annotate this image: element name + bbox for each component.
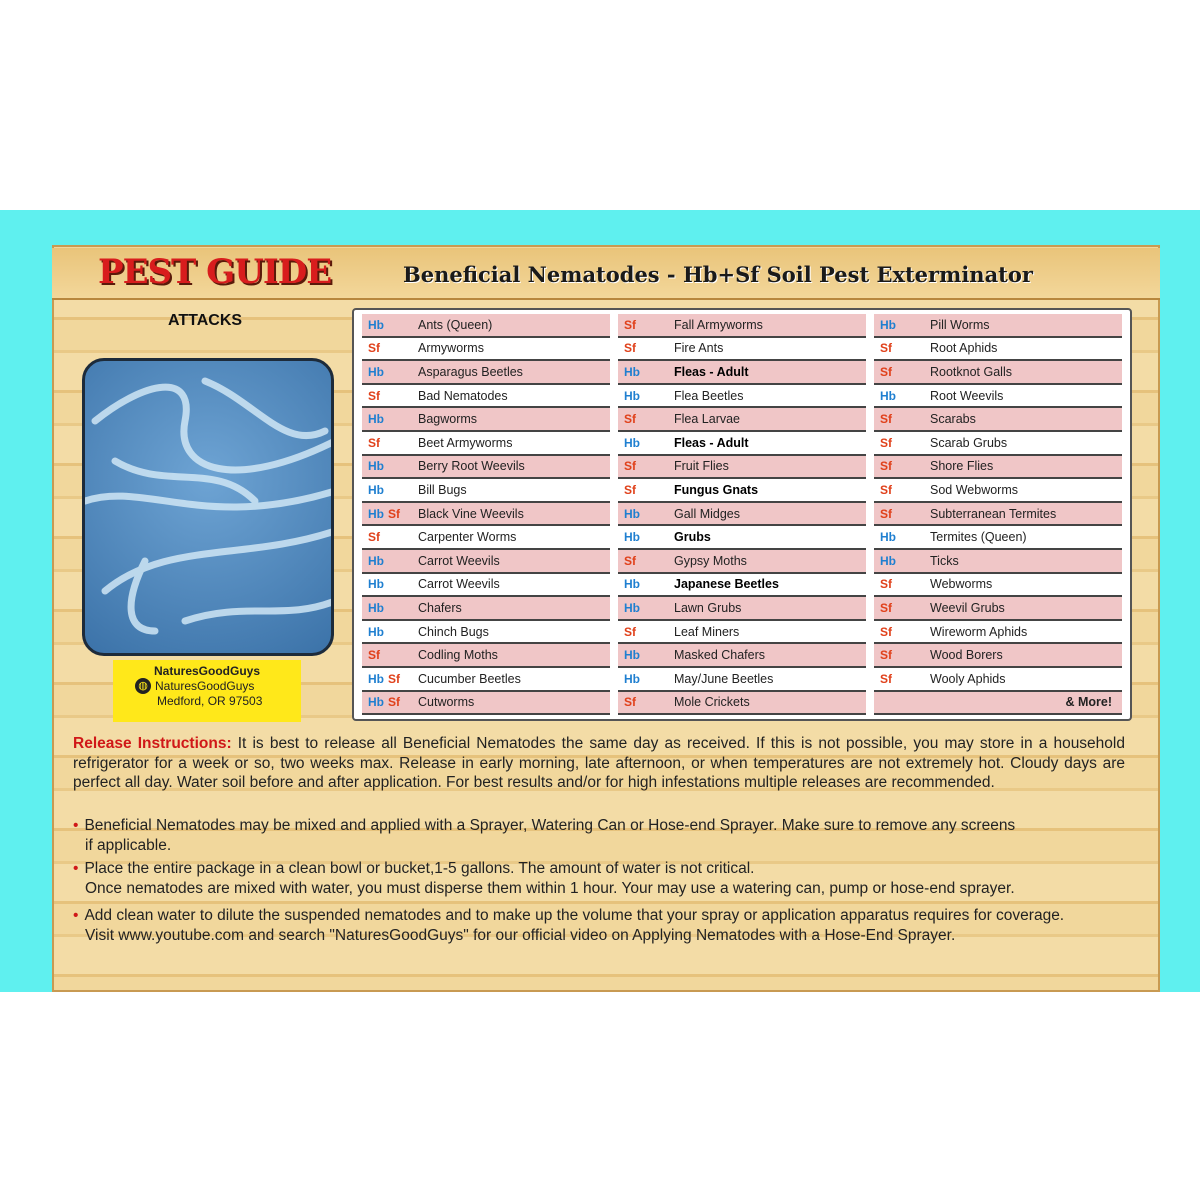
table-row <box>362 597 610 621</box>
code-hb: Hb <box>624 364 640 379</box>
table-row <box>874 526 1122 550</box>
code-hb: Hb <box>624 671 640 686</box>
pest-name: Grubs <box>674 530 711 545</box>
table-row <box>874 408 1122 432</box>
code-sf: Sf <box>880 506 892 521</box>
nematode-code <box>874 601 930 615</box>
code-sf: Sf <box>880 624 892 639</box>
pest-name: Chinch Bugs <box>418 624 489 639</box>
code-sf: Sf <box>388 671 400 686</box>
nematode-code <box>362 625 418 639</box>
pest-name: Masked Chafers <box>674 648 766 663</box>
code-sf: Sf <box>624 317 636 332</box>
table-row <box>874 692 1122 716</box>
nematode-code <box>362 483 418 497</box>
code-hb: Hb <box>368 671 384 686</box>
pest-name: Asparagus Beetles <box>418 364 523 379</box>
code-sf: Sf <box>880 671 892 686</box>
pest-name: Subterranean Termites <box>930 506 1057 521</box>
bullet-text: if applicable. <box>85 836 172 854</box>
nematode-code <box>618 365 674 379</box>
nematode-code <box>874 341 930 355</box>
nematode-code <box>874 459 930 473</box>
code-hb: Hb <box>880 530 896 545</box>
pest-name: Wireworm Aphids <box>930 624 1028 639</box>
brand-line: NaturesGoodGuys <box>155 679 255 693</box>
code-hb: Hb <box>368 600 384 615</box>
code-hb: Hb <box>368 506 384 521</box>
code-hb: Hb <box>368 459 384 474</box>
table-row <box>618 597 866 621</box>
table-row <box>362 574 610 598</box>
code-sf: Sf <box>880 577 892 592</box>
pest-name: Black Vine Weevils <box>418 506 524 521</box>
nematode-code <box>874 318 930 332</box>
pest-name: Pill Worms <box>930 317 990 332</box>
table-row <box>618 621 866 645</box>
pest-guide-title: PEST GUIDE <box>98 252 332 292</box>
nematode-code <box>618 530 674 544</box>
code-sf: Sf <box>880 459 892 474</box>
code-sf: Sf <box>368 435 380 450</box>
pest-name: Bagworms <box>418 412 478 427</box>
code-sf: Sf <box>368 648 380 663</box>
bullet-text: Add clean water to dilute the suspended nematodes and to make up the volume that your spray or application apparatus requires for coverage. <box>84 907 1065 924</box>
instructions-text: It is best to release all Beneficial Nematodes the same day as received. If this is not possible, you may store in a household refrigerator for a week or so, two weeks max. Release in early morning, late afternoon, or when temperatures are not extremely hot. Cloudy days are perfect all day. Water soil before and after application. For best results and/or for high infestations multiple releases are recommended. <box>73 735 1125 791</box>
code-sf: Sf <box>880 482 892 497</box>
code-sf: Sf <box>880 341 892 356</box>
nematode-code <box>874 365 930 379</box>
table-row <box>874 668 1122 692</box>
nematode-code <box>362 577 418 591</box>
table-row <box>874 503 1122 527</box>
pest-name: Scarabs <box>930 412 976 427</box>
pest-name: Armyworms <box>418 341 484 356</box>
nematode-code <box>362 389 418 403</box>
nematode-code <box>362 507 418 521</box>
code-hb: Hb <box>880 553 896 568</box>
table-row <box>618 432 866 456</box>
nematode-code <box>618 318 674 332</box>
table-row <box>362 408 610 432</box>
nematode-code <box>618 436 674 450</box>
pest-name: Flea Larvae <box>674 412 741 427</box>
pest-name: Carpenter Worms <box>418 530 517 545</box>
nematode-code <box>874 672 930 686</box>
code-sf: Sf <box>368 530 380 545</box>
bullet-3: • Add clean water to dilute the suspended nematodes and to make up the volume that your spray or application apparatus requires for coverage. Visit www.youtube.com and search "NaturesGoodGuys" for our official video on Applying Nematodes with a Hose-End Sprayer. <box>73 906 1133 945</box>
pest-name: Sod Webworms <box>930 482 1018 497</box>
code-hb: Hb <box>624 577 640 592</box>
pest-name: Fungus Gnats <box>674 482 759 497</box>
pest-name: Bad Nematodes <box>418 388 508 403</box>
brand-box <box>113 660 301 722</box>
pest-name: Ants (Queen) <box>418 317 493 332</box>
pest-name: Wooly Aphids <box>930 671 1006 686</box>
nematode-code <box>874 389 930 403</box>
table-row <box>618 526 866 550</box>
nematode-code <box>874 483 930 497</box>
nematode-worms-image <box>85 361 334 656</box>
code-sf: Sf <box>624 553 636 568</box>
pest-name: Cutworms <box>418 695 475 710</box>
code-hb: Hb <box>368 317 384 332</box>
code-sf: Sf <box>368 388 380 403</box>
table-row <box>618 385 866 409</box>
code-sf: Sf <box>880 364 892 379</box>
code-hb: Hb <box>624 648 640 663</box>
code-sf: Sf <box>880 648 892 663</box>
nematode-code <box>618 507 674 521</box>
pest-name: Fruit Flies <box>674 459 729 474</box>
code-sf: Sf <box>388 506 400 521</box>
nematode-code <box>874 412 930 426</box>
nematode-code <box>362 412 418 426</box>
table-row <box>874 314 1122 338</box>
bullet-text: Place the entire package in a clean bowl or bucket,1-5 gallons. The amount of water is not critical. <box>84 860 755 877</box>
table-row <box>874 621 1122 645</box>
pest-name: Rootknot Galls <box>930 364 1012 379</box>
nematode-code <box>362 365 418 379</box>
nematode-code <box>362 436 418 450</box>
bullet-text: Beneficial Nematodes may be mixed and applied with a Sprayer, Watering Can or Hose-end Sprayer. Make sure to remove any screens <box>84 817 1016 834</box>
code-hb: Hb <box>624 600 640 615</box>
table-row <box>618 692 866 716</box>
code-sf: Sf <box>624 624 636 639</box>
bullet-text: Visit www.youtube.com and search "NaturesGoodGuys" for our official video on Applying Nematodes with a Hose-End Sprayer. <box>85 926 956 944</box>
pest-name: Gall Midges <box>674 506 740 521</box>
pest-name: Root Aphids <box>930 341 998 356</box>
pest-name: Fleas - Adult <box>674 364 749 379</box>
nematode-code <box>618 601 674 615</box>
table-row <box>618 550 866 574</box>
table-row <box>362 385 610 409</box>
table-row <box>618 408 866 432</box>
nematode-code <box>618 695 674 709</box>
code-sf: Sf <box>624 695 636 710</box>
pest-name: Carrot Weevils <box>418 553 500 568</box>
pest-name: Fall Armyworms <box>674 317 763 332</box>
nematode-code <box>874 554 930 568</box>
table-row <box>874 574 1122 598</box>
pest-name: Codling Moths <box>418 648 498 663</box>
nematode-code <box>362 648 418 662</box>
nematode-code <box>618 412 674 426</box>
pest-name: Bill Bugs <box>418 482 467 497</box>
table-row <box>362 479 610 503</box>
nematode-code <box>362 341 418 355</box>
nematode-code <box>618 648 674 662</box>
brand-location: Medford, OR 97503 <box>157 694 263 708</box>
table-row <box>874 456 1122 480</box>
nematode-code <box>362 530 418 544</box>
pest-column <box>618 314 866 715</box>
nematode-code <box>874 648 930 662</box>
table-row <box>362 526 610 550</box>
table-row <box>362 668 610 692</box>
nematode-photo <box>82 358 334 656</box>
pest-name: Fleas - Adult <box>674 435 749 450</box>
pest-table <box>352 308 1132 721</box>
table-row <box>362 456 610 480</box>
table-row <box>618 338 866 362</box>
table-row <box>618 503 866 527</box>
nematode-code <box>618 672 674 686</box>
pest-name: Mole Crickets <box>674 695 750 710</box>
pest-name: Japanese Beetles <box>674 577 779 592</box>
bullet-2: • Place the entire package in a clean bowl or bucket,1-5 gallons. The amount of water is not critical. Once nematodes are mixed with water, you must disperse them within 1 hour. Your may use a watering can, pump or hose-end sprayer. <box>73 859 1133 898</box>
table-row <box>362 644 610 668</box>
code-sf: Sf <box>624 341 636 356</box>
pest-name: Scarab Grubs <box>930 435 1008 450</box>
table-row <box>362 503 610 527</box>
nematode-code <box>618 389 674 403</box>
code-hb: Hb <box>368 553 384 568</box>
pest-name: Cucumber Beetles <box>418 671 521 686</box>
nematode-code <box>618 577 674 591</box>
pest-name: Ticks <box>930 553 959 568</box>
nematode-code <box>618 341 674 355</box>
table-row <box>618 479 866 503</box>
nematode-code <box>362 554 418 568</box>
nematode-code <box>874 577 930 591</box>
pest-name: Weevil Grubs <box>930 600 1005 615</box>
code-sf: Sf <box>624 482 636 497</box>
pest-name: Carrot Weevils <box>418 577 500 592</box>
bullet-1: • Beneficial Nematodes may be mixed and applied with a Sprayer, Watering Can or Hose-end Sprayer. Make sure to remove any screens if applicable. <box>73 816 1133 855</box>
table-row <box>874 432 1122 456</box>
code-hb: Hb <box>368 482 384 497</box>
pest-name: Leaf Miners <box>674 624 740 639</box>
table-row <box>362 432 610 456</box>
nematode-code <box>362 318 418 332</box>
table-row <box>874 644 1122 668</box>
pest-name: Termites (Queen) <box>930 530 1027 545</box>
nematode-code <box>362 672 418 686</box>
table-row <box>362 314 610 338</box>
table-row <box>874 338 1122 362</box>
table-row <box>874 479 1122 503</box>
pest-name: Chafers <box>418 600 462 615</box>
nematode-code <box>618 554 674 568</box>
nematode-code <box>362 601 418 615</box>
code-sf: Sf <box>624 459 636 474</box>
table-row <box>362 361 610 385</box>
code-sf: Sf <box>880 412 892 427</box>
pest-column <box>874 314 1122 715</box>
table-row <box>362 550 610 574</box>
code-hb: Hb <box>624 435 640 450</box>
more-label: & More! <box>1065 695 1112 710</box>
code-sf: Sf <box>368 341 380 356</box>
code-hb: Hb <box>368 695 384 710</box>
nematode-code <box>618 483 674 497</box>
table-row <box>618 574 866 598</box>
code-hb: Hb <box>624 530 640 545</box>
code-hb: Hb <box>880 388 896 403</box>
pest-name: May/June Beetles <box>674 671 774 686</box>
nematode-code <box>618 625 674 639</box>
table-row <box>362 621 610 645</box>
pest-name: Fire Ants <box>674 341 724 356</box>
code-sf: Sf <box>624 412 636 427</box>
table-row <box>618 456 866 480</box>
release-instructions <box>73 734 1125 793</box>
pest-name: Gypsy Moths <box>674 553 747 568</box>
globe-icon: ◍ <box>135 678 151 694</box>
pest-column <box>362 314 610 715</box>
code-hb: Hb <box>880 317 896 332</box>
code-hb: Hb <box>368 364 384 379</box>
instructions-lead: Release Instructions: <box>73 735 232 752</box>
table-row <box>874 550 1122 574</box>
table-row <box>618 361 866 385</box>
table-row <box>618 314 866 338</box>
nematode-code <box>874 530 930 544</box>
nematode-code <box>874 507 930 521</box>
nematode-code <box>618 459 674 473</box>
pest-name: Flea Beetles <box>674 388 744 403</box>
code-sf: Sf <box>880 435 892 450</box>
pest-name: Webworms <box>930 577 993 592</box>
table-row <box>874 597 1122 621</box>
nematode-code <box>874 625 930 639</box>
table-row <box>874 361 1122 385</box>
subtitle: Beneficial Nematodes - Hb+Sf Soil Pest Exterminator <box>403 262 1033 287</box>
pest-name: Root Weevils <box>930 388 1004 403</box>
pest-name: Lawn Grubs <box>674 600 742 615</box>
nematode-code <box>362 695 418 709</box>
nematode-code <box>874 436 930 450</box>
table-row <box>618 668 866 692</box>
pest-name: Wood Borers <box>930 648 1003 663</box>
attacks-label: ATTACKS <box>168 312 243 329</box>
table-row <box>362 338 610 362</box>
code-hb: Hb <box>624 506 640 521</box>
pest-name: Berry Root Weevils <box>418 459 525 474</box>
code-hb: Hb <box>368 624 384 639</box>
code-hb: Hb <box>624 388 640 403</box>
table-row <box>362 692 610 716</box>
pest-name: Beet Armyworms <box>418 435 513 450</box>
table-row <box>618 644 866 668</box>
code-hb: Hb <box>368 577 384 592</box>
nematode-code <box>362 459 418 473</box>
pest-name: Shore Flies <box>930 459 994 474</box>
brand-name: NaturesGoodGuys <box>153 664 261 678</box>
code-sf: Sf <box>880 600 892 615</box>
code-sf: Sf <box>388 695 400 710</box>
code-hb: Hb <box>368 412 384 427</box>
table-row <box>874 385 1122 409</box>
bullet-text: Once nematodes are mixed with water, you must disperse them within 1 hour. Your may use a watering can, pump or hose-end sprayer. <box>85 879 1015 897</box>
